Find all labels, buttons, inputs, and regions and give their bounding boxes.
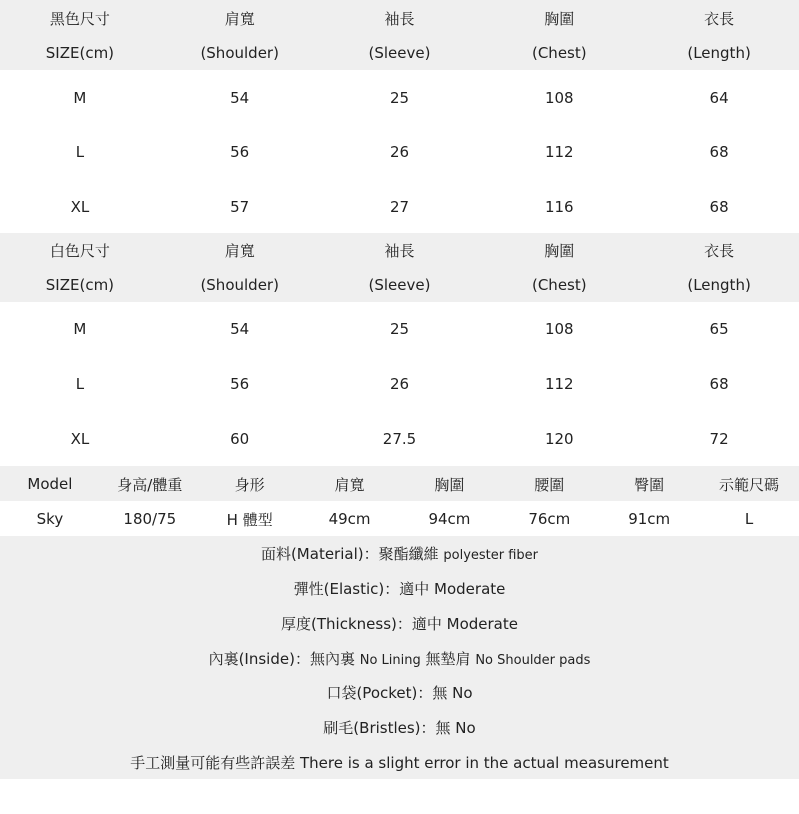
size-cell: M: [73, 320, 87, 338]
no-lining-text: No Lining: [359, 653, 421, 668]
hip-cell: 91cm: [628, 510, 671, 528]
chest-header: 胸圍: [544, 241, 575, 260]
model-table-header: [0, 468, 799, 500]
model-name-cell: Sky: [36, 510, 64, 528]
size-cell: L: [75, 375, 85, 393]
bristles-line: 刷毛(Bristles)：無 No: [323, 719, 476, 737]
shoulder-cell: 56: [230, 375, 250, 393]
demo-size-cell: L: [744, 510, 754, 528]
material-value: polyester fiber: [443, 548, 539, 563]
shoulder-header: 肩寬: [224, 241, 255, 260]
shoulder-cell: 60: [230, 430, 250, 448]
chest-cell: 108: [544, 89, 574, 107]
size-unit-header: SIZE(cm): [45, 44, 115, 62]
chest-header: 胸圍: [434, 475, 465, 494]
waist-header: 腰圍: [534, 475, 565, 494]
table-row: [0, 503, 799, 535]
chest-cell: 116: [544, 198, 574, 216]
size-unit-header: SIZE(cm): [45, 276, 115, 294]
length-header: 衣長: [704, 9, 735, 28]
hip-header: 臀圍: [634, 475, 665, 494]
elastic-line: 彈性(Elastic)：適中 Moderate: [293, 580, 506, 598]
thickness-line: 厚度(Thickness)：適中 Moderate: [281, 615, 518, 633]
height-weight-header: 身高/體重: [117, 475, 183, 494]
waist-cell: 76cm: [528, 510, 571, 528]
table-row: [0, 136, 799, 168]
no-pads-label: 無墊肩: [425, 650, 471, 668]
sleeve-cell: 26: [389, 143, 410, 161]
chest-cell: 112: [544, 143, 574, 161]
length-cell: 64: [709, 89, 729, 107]
chest-cell: 94cm: [428, 510, 471, 528]
chest-header: 胸圍: [544, 9, 575, 28]
sleeve-cell: 25: [389, 320, 410, 338]
no-shoulder-pads-text: No Shoulder pads: [475, 653, 591, 668]
length-cell: 68: [709, 375, 729, 393]
length-header-en: (Length): [687, 44, 751, 62]
length-header: 衣長: [704, 241, 735, 260]
chest-cell: 108: [544, 320, 574, 338]
table-row: [0, 313, 799, 345]
size-cell: M: [73, 89, 87, 107]
shoulder-header-en: (Shoulder): [200, 44, 279, 62]
pocket-line: 口袋(Pocket)：無 No: [326, 684, 473, 702]
measurement-error-note: 手工測量可能有些許誤差 There is a slight error in the actual measurement: [130, 754, 669, 772]
material-line: [0, 543, 799, 564]
sleeve-cell: 27: [389, 198, 410, 216]
shoulder-header: 肩寬: [224, 9, 255, 28]
table-row: [0, 423, 799, 455]
chest-cell: 120: [544, 430, 574, 448]
chest-header-en: (Chest): [531, 44, 587, 62]
size-cell: L: [75, 143, 85, 161]
table-row: [0, 368, 799, 400]
sleeve-header: 袖長: [384, 241, 415, 260]
length-cell: 68: [709, 143, 729, 161]
sleeve-cell: 27.5: [382, 430, 417, 448]
white-table-header-cn: [0, 234, 799, 266]
sleeve-cell: 26: [389, 375, 410, 393]
sleeve-header: 袖長: [384, 9, 415, 28]
shoulder-cell: 57: [230, 198, 250, 216]
black-table-header-cn: [0, 2, 799, 34]
size-cell: XL: [70, 198, 90, 216]
black-table-header-en: [0, 37, 799, 69]
shoulder-cell: 49cm: [328, 510, 371, 528]
shoulder-cell: 54: [230, 320, 250, 338]
model-header: Model: [27, 475, 73, 493]
white-table-header-en: [0, 269, 799, 301]
sleeve-cell: 25: [389, 89, 410, 107]
table-row: [0, 82, 799, 114]
body-type-header: 身形: [234, 475, 265, 494]
demo-size-header: 示範尺碼: [719, 475, 780, 494]
size-cell: XL: [70, 430, 90, 448]
table-row: [0, 191, 799, 223]
shoulder-cell: 56: [230, 143, 250, 161]
inside-line: [0, 648, 799, 669]
material-label: 面料(Material)：聚酯纖維: [260, 545, 439, 563]
body-type-cell: H 體型: [226, 510, 273, 529]
shoulder-cell: 54: [230, 89, 250, 107]
size-label-black: 黑色尺寸: [49, 9, 110, 28]
chest-header-en: (Chest): [531, 276, 587, 294]
length-cell: 68: [709, 198, 729, 216]
shoulder-header-en: (Shoulder): [200, 276, 279, 294]
sleeve-header-en: (Sleeve): [368, 44, 431, 62]
size-label-white: 白色尺寸: [49, 241, 110, 260]
sleeve-header-en: (Sleeve): [368, 276, 431, 294]
length-cell: 65: [709, 320, 729, 338]
length-cell: 72: [709, 430, 729, 448]
length-header-en: (Length): [687, 276, 751, 294]
shoulder-header: 肩寬: [334, 475, 365, 494]
inside-label: 內裏(Inside)：無內裏: [208, 650, 355, 668]
chest-cell: 112: [544, 375, 574, 393]
height-weight-cell: 180/75: [123, 510, 177, 528]
